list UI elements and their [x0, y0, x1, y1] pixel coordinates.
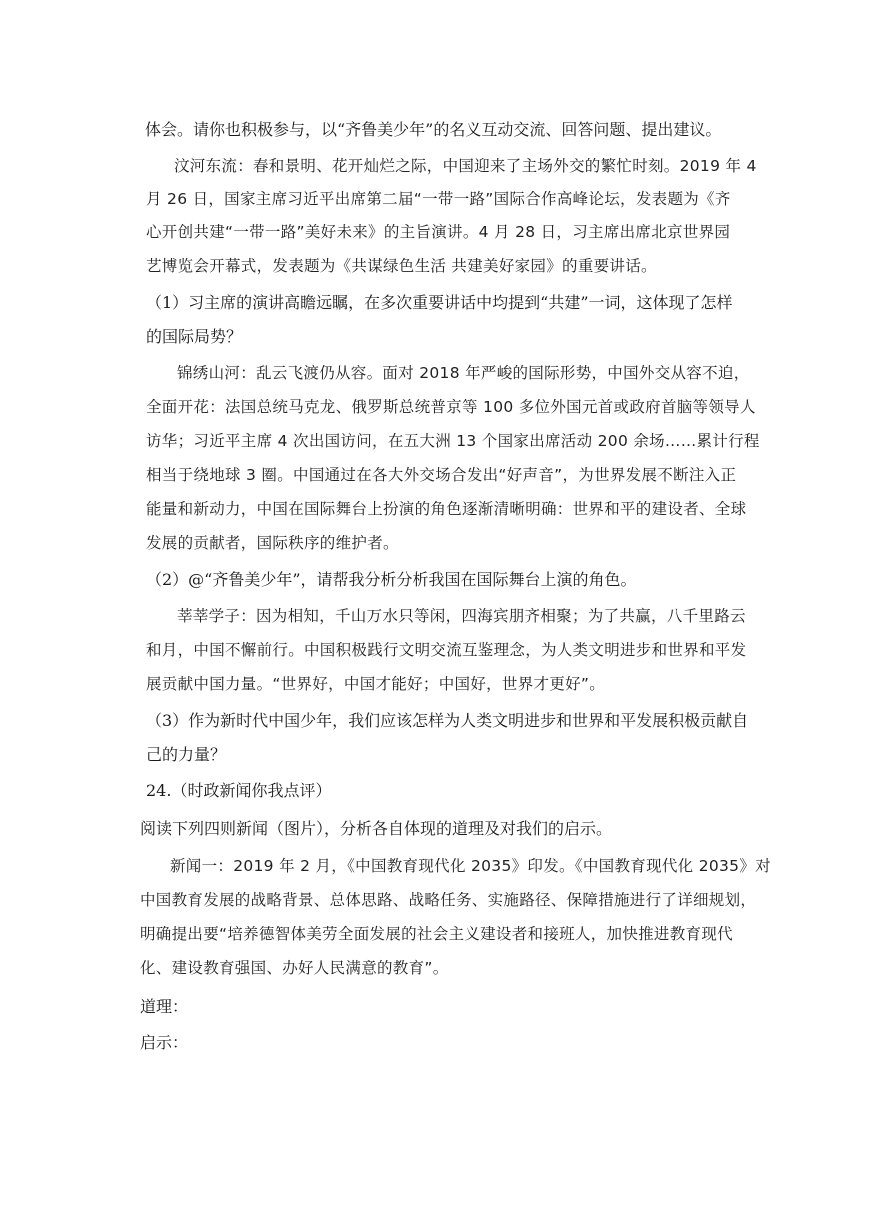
question-24-instruction: 阅读下列四则新闻（图片），分析各自体现的道理及对我们的启示。: [140, 819, 613, 838]
jinxiu-paragraph-line-1: 锦绣山河：乱云飞渡仍从容。面对 2018 年严峻的国际形势，中国外交从容不迫，: [177, 364, 750, 382]
news-1-line-2: 中国教育发展的战略背景、总体思路、战略任务、实施路径、保障措施进行了详细规划，: [140, 891, 757, 909]
jinxiu-paragraph-line-3: 访华；习近平主席 4 次出国访问，在五大洲 13 个国家出席活动 200 余场……累计行程: [146, 432, 760, 450]
wenhe-paragraph-line-2: 月 26 日，国家主席习近平出席第二届“一带一路”国际合作高峰论坛，发表题为《齐: [146, 190, 731, 208]
shenshen-paragraph-line-1: 莘莘学子：因为相知，千山万水只等闲，四海宾朋齐相聚；为了共赢，八千里路云: [177, 607, 746, 625]
question-24-heading: 24.（时政新闻你我点评）: [146, 781, 332, 800]
question-3-line-2: 己的力量？: [146, 745, 227, 764]
question-1-line-2: 的国际局势？: [146, 327, 243, 346]
shenshen-paragraph-line-2: 和月，中国不懈前行。中国积极践行文明交流互鉴理念，为人类文明进步和世界和平发: [146, 641, 747, 659]
shenshen-paragraph-line-3: 展贡献中国力量。“世界好，中国才能好；中国好，世界才更好”。: [146, 675, 606, 693]
news-1-line-3: 明确提出要“培养德智体美劳全面发展的社会主义建设者和接班人，加快推进教育现代: [140, 925, 733, 943]
news-1-line-4: 化、建设教育强国、办好人民满意的教育”。: [140, 959, 449, 977]
inspiration-label: 启示：: [140, 1033, 189, 1052]
reasoning-label: 道理：: [140, 997, 189, 1016]
wenhe-paragraph-line-4: 艺博览会开幕式，发表题为《共谋绿色生活 共建美好家园》的重要讲话。: [146, 257, 657, 275]
jinxiu-paragraph-line-2: 全面开花：法国总统马克龙、俄罗斯总统普京等 100 多位外国元首或政府首脑等领导人: [146, 398, 756, 416]
question-3-line-1: （3）作为新时代中国少年，我们应该怎样为人类文明进步和世界和平发展积极贡献自: [146, 711, 749, 730]
question-2: （2）@“齐鲁美少年”，请帮我分析分析我国在国际舞台上演的角色。: [146, 570, 637, 589]
jinxiu-paragraph-line-5: 能量和新动力，中国在国际舞台上扮演的角色逐渐清晰明确：世界和平的建设者、全球: [146, 500, 747, 518]
news-1-line-1: 新闻一：2019 年 2 月，《中国教育现代化 2035》印发。《中国教育现代化 2035》对: [170, 857, 771, 875]
wenhe-paragraph-line-1: 汶河东流：春和景明、花开灿烂之际，中国迎来了主场外交的繁忙时刻。2019 年 4: [174, 157, 757, 175]
jinxiu-paragraph-line-4: 相当于绕地球 3 圈。中国通过在各大外交场合发出“好声音”，为世界发展不断注入正: [146, 466, 737, 484]
question-1-line-1: （1）习主席的演讲高瞻远瞩，在多次重要讲话中均提到“共建”一词，这体现了怎样: [146, 293, 733, 312]
jinxiu-paragraph-line-6: 发展的贡献者，国际秩序的维护者。: [146, 534, 399, 552]
wenhe-paragraph-line-3: 心开创共建“一带一路”美好未来》的主旨演讲。4 月 28 日，习主席出席北京世界园: [146, 223, 731, 241]
intro-line: 体会。请你也积极参与，以“齐鲁美少年”的名义互动交流、回答问题、提出建议。: [145, 120, 722, 139]
